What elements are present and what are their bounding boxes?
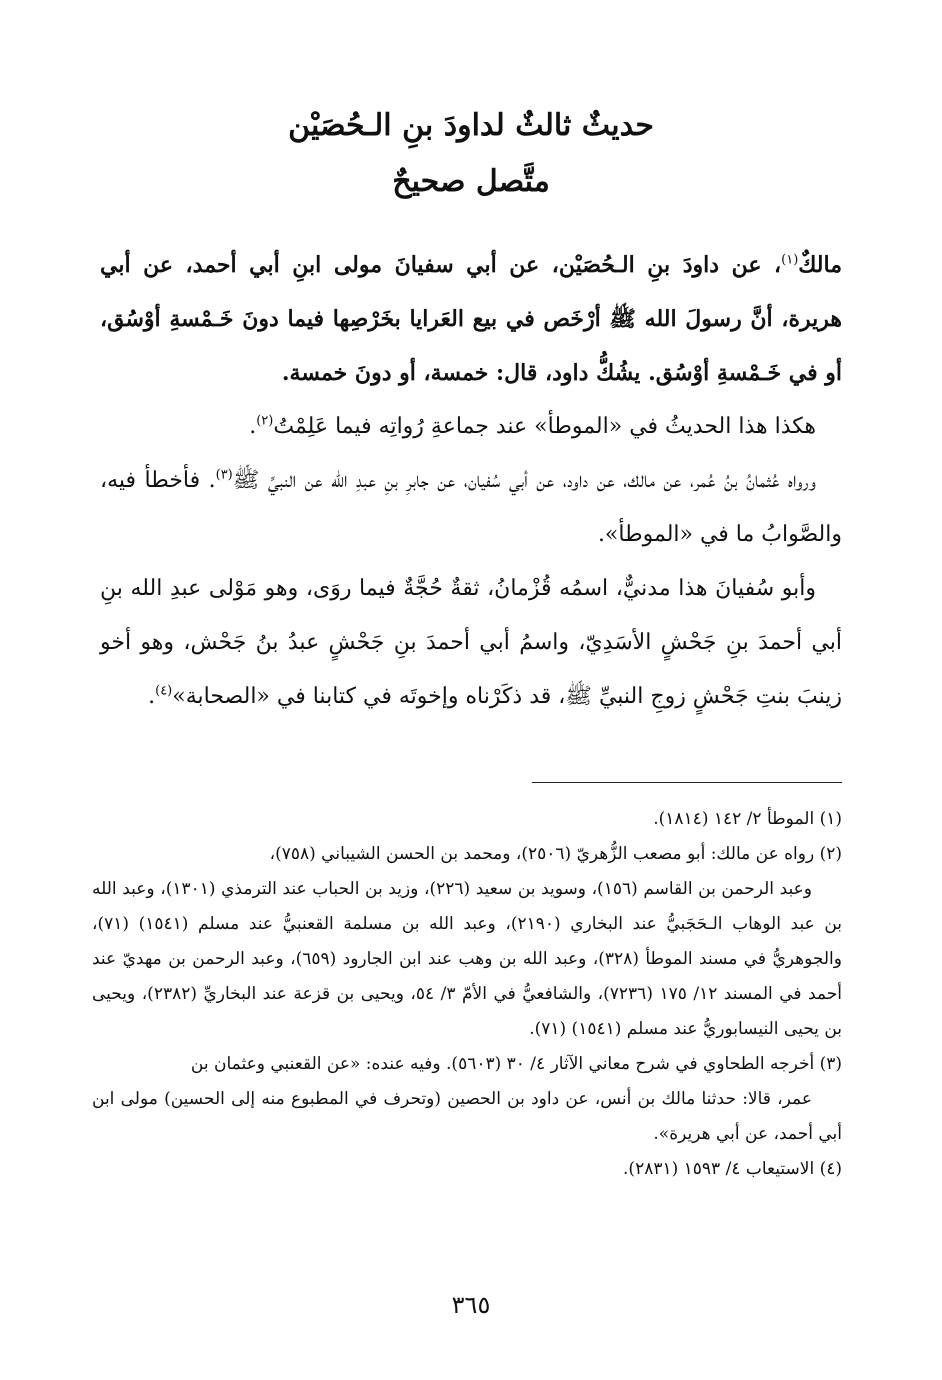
footnote-ref-4: (٤) — [155, 683, 173, 699]
commentary-paragraph-1 — [100, 400, 842, 454]
footnote-divider — [532, 782, 842, 783]
page-subtitle: متَّصل صحيحٌ — [392, 164, 550, 199]
footnote-ref-2: (٢) — [256, 413, 274, 429]
footnote-3 — [92, 1047, 842, 1152]
footnote-2 — [92, 837, 842, 1047]
commentary-text: هكذا هذا الحديثُ في «الموطأ» عند جماعةِ رُواتِه فيما عَلِمْتُ — [273, 414, 816, 439]
footnote-1: (١) الموطأ ٢/ ١٤٢ (١٨١٤). — [653, 809, 842, 829]
footnote-4: (٤) الاستيعاب ٤/ ١٥٩٣ (٢٨٣١). — [623, 1159, 842, 1179]
commentary-text: ورواه عُثمانُ بنُ عُمر، عن مالك، عن داود، عن أبي سُفيان، عن جابرِ بنِ عبدِ الله عن النبيِّ ﷺ — [232, 468, 816, 493]
footnote-2-first-line: (٢) رواه عن مالك: أبو مصعب الزُّهريّ (٢٥٠٦)، ومحمد بن الحسن الشيباني (٧٥٨)، — [269, 844, 842, 864]
footnote-2-continuation: وعبد الرحمن بن القاسم (١٥٦)، وسويد بن سعيد (٢٢٦)، وزيد بن الحباب عند الترمذي (١٣٠١)، وعبد الله بن عبد الوهاب الـحَجَبيُّ عند البخاري (٢١٩٠)، وعبد الله بن مسلمة القعنبيُّ عند مسلم (١٥٤١) (٧١)، والجوهريُّ في مسند الموطأ (٣٢٨)، وعبد الله بن وهب عند ابن الجارود (٦٥٩)، وعبد الرحمن بن مهديّ عند أحمد في المسند ١٢/ ١٧٥ (٧٢٣٦)، والشافعيُّ في الأمّ ٣/ ٥٤، ويحيى بن قزعة عند البخاريِّ (٢٣٨٢)، ويحيى بن يحيى النيسابوريُّ عند مسلم (١٥٤١) (٧١). — [92, 879, 842, 1039]
commentary-text: وأبو سُفيانَ هذا مدنيٌّ، اسمُه قُزْمانُ، ثقةٌ حُجَّةٌ فيما روَى، وهو مَوْلى عبدِ الله بنِ أبي أحمدَ بنِ جَحْشٍ الأسَدِيّ، واسمُ أبي أحمدَ بنِ جَحْشٍ عبدُ بنُ جَحْش، وهو أخو زينبَ بنتِ جَحْشٍ زوجِ النبيِّ ﷺ، قد ذكَرْناه وإخوتَه في كتابنا في «الصحابة» — [100, 576, 842, 709]
main-text — [100, 238, 842, 724]
narrator-name: مالكٌ — [798, 252, 842, 278]
footnote-3-continuation: عمر، قالا: حدثنا مالك بن أنس، عن داود بن الحصين (وتحرف في المطبوع منه إلى الحسين) مولى ابن أبي أحمد، عن أبي هريرة». — [92, 1089, 842, 1144]
hadith-paragraph — [100, 238, 842, 400]
commentary-paragraph-2 — [100, 454, 842, 562]
footnote-ref-1: (١) — [781, 252, 799, 268]
footnote-ref-3: (٣) — [215, 467, 233, 483]
commentary-paragraph-3 — [100, 562, 842, 724]
punctuation: . — [249, 414, 257, 439]
footnote-3-first-line: (٣) أخرجه الطحاوي في شرح معاني الآثار ٤/ ٣٠ (٥٦٠٣). وفيه عنده: «عن القعنبي وعثمان بن — [190, 1054, 842, 1074]
punctuation: . — [148, 684, 156, 709]
page-title: حديثٌ ثالثٌ لداودَ بنِ الـحُصَيْن — [288, 108, 654, 143]
hadith-text: ، عن داودَ بنِ الـحُصَيْن، عن أبي سفيانَ مولى ابنِ أبي أحمد، عن أبي هريرة، أنَّ رسولَ الله ﷺ أرْخَص في بيع العَرايا بخَرْصِها فيما دونَ خَـمْسةِ أوْسُق، أو في خَـمْسةِ أوْسُق. يشُكُّ داود، قال: خمسة، أو دونَ خمسة. — [100, 252, 842, 386]
page-number: ٣٦٥ — [451, 1291, 491, 1319]
commentary-text-end: . فأخطأ فيه، والصَّوابُ ما في «الموطأ». — [100, 468, 842, 547]
footnotes — [92, 802, 842, 1187]
